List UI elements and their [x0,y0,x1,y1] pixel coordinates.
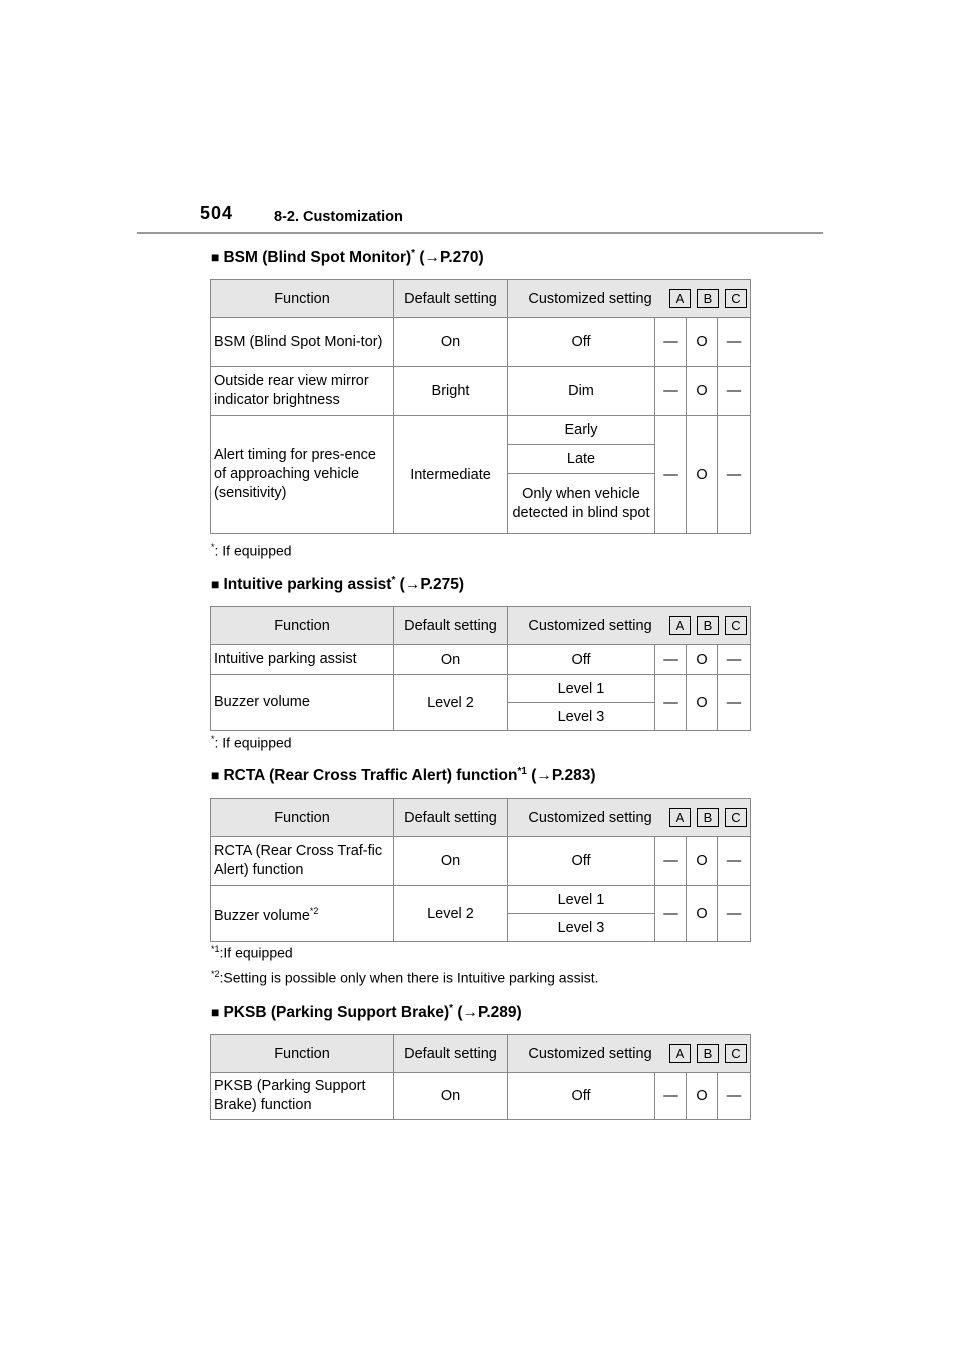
cell-c: — [718,318,751,367]
col-customized: Customized setting A B C [508,280,751,318]
cell-default: On [394,645,508,675]
cell-custom: Off [508,837,655,886]
table-row [211,645,751,675]
col-customized: Customized setting A B C [508,607,751,645]
cell-a: — [655,416,687,534]
table-row [211,837,751,886]
cell-default: Bright [394,367,508,416]
col-customized: Customized setting A B C [508,799,751,837]
cell-c: — [718,1073,751,1120]
cell-a: — [655,675,687,731]
cell-b: O [687,886,718,942]
table-row [211,675,751,703]
cell-b: O [687,1073,718,1120]
cell-b: O [687,645,718,675]
chapter-title: 8-2. Customization [274,209,403,225]
square-bullet-icon: ■ [211,576,220,593]
section-title-rcta: ■ RCTA (Rear Cross Traffic Alert) function$^{*1}$ (→P.283) [211,766,596,785]
table-row [211,886,751,914]
cell-b: O [687,367,718,416]
cell-custom-option: Only when vehicle detected in blind spot [508,474,655,534]
cell-function: RCTA (Rear Cross Traf-fic Alert) function [211,837,394,886]
footnote-1: $^{*1}$:If equipped [211,944,293,961]
cell-b: O [687,675,718,731]
bsm-table [210,279,751,534]
cell-a: — [655,837,687,886]
cell-a: — [655,645,687,675]
col-default: Default setting [394,1035,508,1073]
cell-c: — [718,837,751,886]
cell-custom-option: Level 1 [508,886,655,914]
footnote-2: $^{*2}$:Setting is possible only when there is Intuitive parking assist. [211,969,599,986]
cell-c: — [718,886,751,942]
table-row [211,367,751,416]
table-header-row [211,1035,751,1073]
cell-function: Intuitive parking assist [211,645,394,675]
col-default: Default setting [394,280,508,318]
cell-custom-option: Late [508,445,655,474]
square-bullet-icon: ■ [211,1004,220,1021]
section-title-bsm: ■ BSM (Blind Spot Monitor)* (→P.270) [211,248,484,267]
table-header-row [211,799,751,837]
cell-c: — [718,416,751,534]
col-default: Default setting [394,799,508,837]
cell-b: O [687,416,718,534]
col-customized: Customized setting A B C [508,1035,751,1073]
cell-custom: Off [508,1073,655,1120]
cell-function: BSM (Blind Spot Moni-tor) [211,318,394,367]
footnote: *: If equipped [211,734,292,751]
square-bullet-icon: ■ [211,767,220,784]
cell-function: Buzzer volume$^{*2}$ [211,886,394,942]
footnote: *: If equipped [211,542,292,559]
cell-default: Level 2 [394,886,508,942]
cell-custom: Dim [508,367,655,416]
section-title-ipa: ■ Intuitive parking assist* (→P.275) [211,575,464,594]
table-header-row [211,607,751,645]
cell-a: — [655,886,687,942]
col-default: Default setting [394,607,508,645]
col-function: Function [211,799,394,837]
header-divider [137,232,823,234]
col-function: Function [211,1035,394,1073]
cell-c: — [718,367,751,416]
square-bullet-icon: ■ [211,249,220,266]
col-function: Function [211,280,394,318]
cell-default: Level 2 [394,675,508,731]
cell-function: Buzzer volume [211,675,394,731]
table-row [211,318,751,367]
cell-b: O [687,837,718,886]
table-row [211,1073,751,1120]
cell-a: — [655,318,687,367]
cell-a: — [655,1073,687,1120]
cell-default: On [394,837,508,886]
table-header-row [211,280,751,318]
cell-c: — [718,675,751,731]
cell-default: On [394,1073,508,1120]
ipa-table [210,606,751,731]
cell-a: — [655,367,687,416]
cell-function: Outside rear view mirror indicator brightness [211,367,394,416]
cell-function: Alert timing for pres-ence of approaching vehicle (sensitivity) [211,416,394,534]
page-number: 504 [200,203,234,223]
cell-c: — [718,645,751,675]
cell-default: Intermediate [394,416,508,534]
cell-custom-option: Level 3 [508,703,655,731]
cell-function: PKSB (Parking Support Brake) function [211,1073,394,1120]
cell-default: On [394,318,508,367]
table-row [211,416,751,445]
section-title-pksb: ■ PKSB (Parking Support Brake)* (→P.289) [211,1003,522,1022]
cell-custom: Off [508,318,655,367]
col-function: Function [211,607,394,645]
rcta-table [210,798,751,942]
cell-custom-option: Early [508,416,655,445]
cell-custom-option: Level 1 [508,675,655,703]
cell-custom: Off [508,645,655,675]
cell-b: O [687,318,718,367]
pksb-table [210,1034,751,1120]
cell-custom-option: Level 3 [508,914,655,942]
